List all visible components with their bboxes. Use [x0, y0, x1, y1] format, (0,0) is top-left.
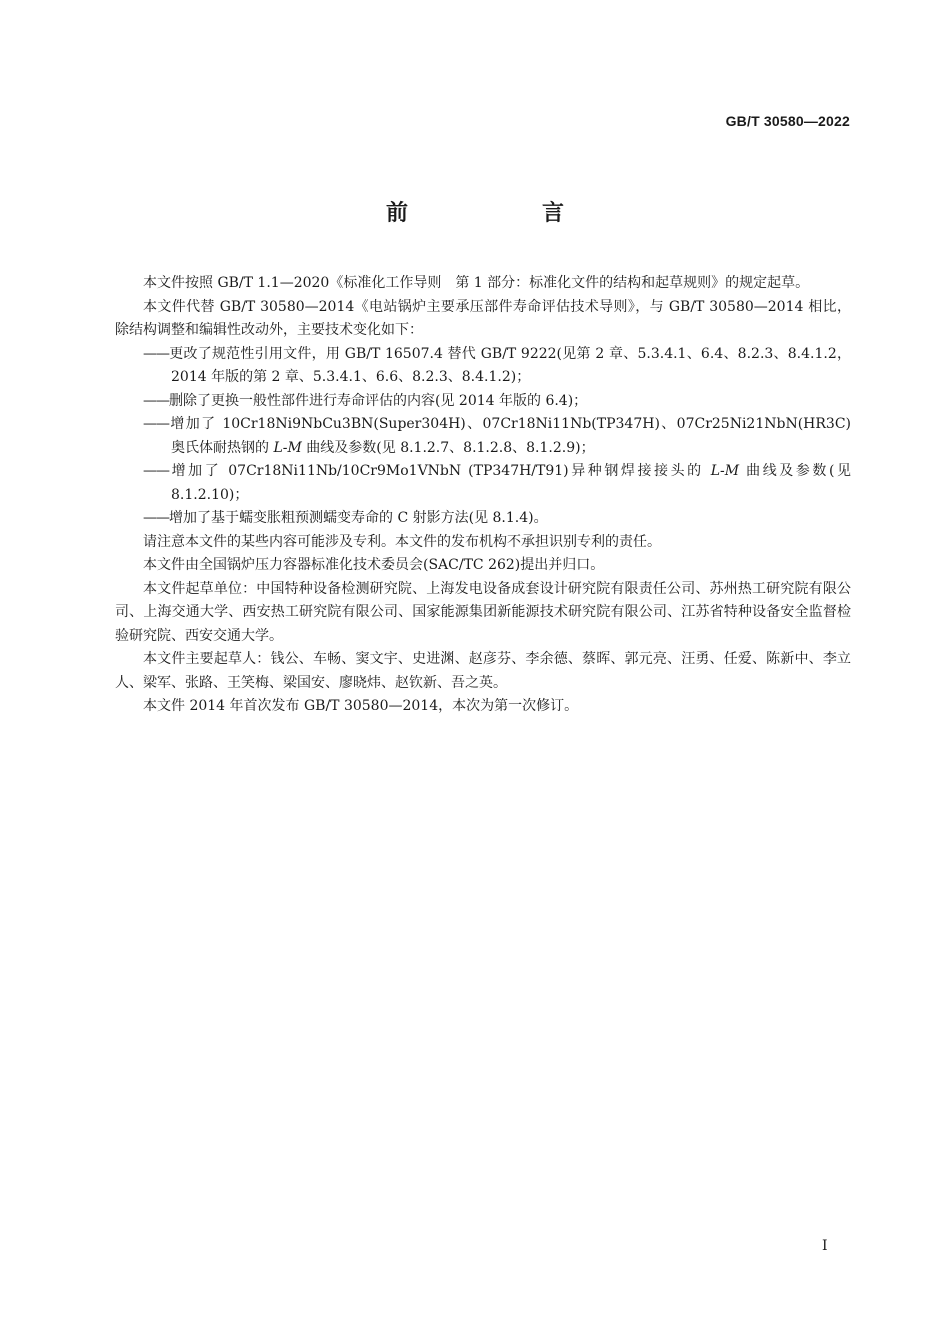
- document-body: [115, 272, 851, 719]
- page-number: I: [822, 1238, 828, 1254]
- change-item-weld-joint: [115, 460, 851, 507]
- dash-marker: ——: [143, 345, 169, 362]
- change-item-text: 增加了 07Cr18Ni11Nb/10Cr9Mo1VNbN (TP347H/T91)异种钢焊接接头的: [169, 463, 711, 479]
- dash-marker: ——: [143, 392, 169, 409]
- paragraph-drafting-units: 本文件起草单位：中国特种设备检测研究院、上海发电设备成套设计研究院有限责任公司、苏州热工研究院有限公司、上海交通大学、西安热工研究院有限公司、国家能源集团新能源技术研究院有限公司、江苏省特种设备安全监督检验研究院、西安交通大学。: [115, 580, 851, 644]
- paragraph-patent-notice: 请注意本文件的某些内容可能涉及专利。本文件的发布机构不承担识别专利的责任。: [143, 533, 661, 550]
- dash-marker: ——: [143, 463, 169, 479]
- change-item-text: 曲线及参数(见 8.1.2.10)；: [171, 463, 851, 503]
- change-item-text: 曲线及参数(见 8.1.2.7、8.1.2.8、8.1.2.9)；: [301, 439, 595, 456]
- lm-term: L-M: [710, 463, 740, 479]
- change-item-text: 更改了规范性引用文件，用 GB/T 16507.4 替代 GB/T 9222(见第 2 章、5.3.4.1、6.4、8.2.3、8.4.1.2，2014 年版的第 2 章、5.3.4.1、6.6、8.2.3、8.4.1.2)；: [169, 345, 851, 385]
- document-code: GB/T 30580—2022: [725, 113, 850, 129]
- change-item-text: 增加了 10Cr18Ni9NbCu3BN(Super304H)、07Cr18Ni11Nb(TP347H)、07Cr25Ni21NbN(HR3C)奥氏体耐热钢的: [169, 416, 851, 456]
- change-item-deletion: [115, 390, 851, 414]
- paragraph-revision-history: 本文件 2014 年首次发布 GB/T 30580—2014，本次为第一次修订。: [143, 698, 579, 714]
- paragraph-drafting-rules: 本文件按照 GB/T 1.1—2020《标准化工作导则 第 1 部分：标准化文件的结构和起草规则》的规定起草。: [143, 275, 810, 291]
- change-item-references: [115, 343, 851, 390]
- change-item-creep-method: [115, 507, 851, 531]
- change-item-text: 删除了更换一般性部件进行寿命评估的内容(见 2014 年版的 6.4)；: [169, 392, 588, 409]
- dash-marker: ——: [143, 416, 169, 432]
- paragraph-replacement: 本文件代替 GB/T 30580—2014《电站锅炉主要承压部件寿命评估技术导则》，与 GB/T 30580—2014 相比，除结构调整和编辑性改动外，主要技术变化如下：: [115, 298, 851, 338]
- paragraph-committee: 本文件由全国锅炉压力容器标准化技术委员会(SAC/TC 262)提出并归口。: [143, 557, 605, 573]
- change-item-austenitic-steel: [115, 413, 851, 460]
- lm-term: L-M: [273, 439, 302, 456]
- paragraph-drafters: 本文件主要起草人：钱公、车畅、窦文宇、史进渊、赵彦芬、李余德、蔡晖、郭元亮、汪勇、任爱、陈新中、李立人、梁军、张路、王笑梅、梁国安、廖晓炜、赵钦新、吾之英。: [115, 651, 851, 691]
- dash-marker: ——: [143, 510, 169, 526]
- change-item-text: 增加了基于蠕变胀粗预测蠕变寿命的 C 射影方法(见 8.1.4)。: [169, 510, 548, 526]
- page-title: 前 言: [385, 201, 620, 226]
